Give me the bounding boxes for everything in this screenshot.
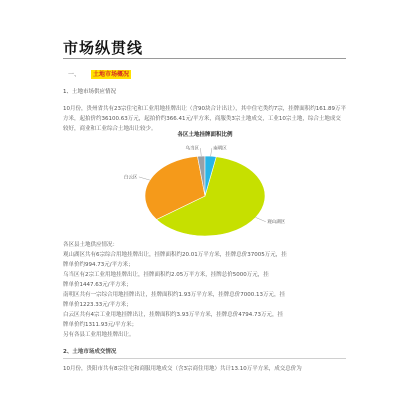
note-line: 观山湖区共有6宗综合用地挂牌出让，挂牌面积约20.01万平方米，挂牌总价37005万元，挂 xyxy=(63,252,287,258)
section-divider xyxy=(63,358,346,359)
supply-paragraph: 10月份，贵州省共有23宗住宅和工业用地挂牌出让（含90块合计出让），其中住宅类约7宗，挂牌面积约161.89万平方米，起拍价约36100.63万元，起拍价约366.41元/平方米，商服类3宗土地成交，工业10宗土地，综合土地成交较好，商业和工业综合土地出让较少。 xyxy=(63,106,346,132)
title-divider xyxy=(63,58,346,59)
note-line: 各区县土地供应情况： xyxy=(63,242,119,248)
transaction-paragraph: 10月份，贵阳市共有8宗住宅和商服用地成交（含3宗商住用地）共计13.10万平方米，成交总价为 xyxy=(63,366,302,372)
note-line: 牌单价1447.63元/平方米； xyxy=(63,282,132,288)
note-line: 乌当区有2宗工业用地挂牌出让，挂牌面积约2.05万平方米，挂牌总价5000万元，挂 xyxy=(63,272,269,278)
note-line: 牌单价约994.73元/平方米； xyxy=(63,262,134,268)
note-line: 另有各县工业用地挂牌出让。 xyxy=(63,332,135,338)
section-heading-2: 2、土地市场成交情况 xyxy=(63,349,117,355)
subsection-heading: 1、土地市场供应情况 xyxy=(63,89,116,95)
leader-line xyxy=(211,148,212,156)
note-line: 牌单价约1311.93元/平方米； xyxy=(63,322,138,328)
section-heading-1 xyxy=(68,69,131,78)
pie-label: 观山湖区 xyxy=(267,220,286,226)
page-title: 市场纵贯线 xyxy=(63,39,144,57)
pie-chart xyxy=(100,124,310,239)
pie-label: 南明区 xyxy=(213,146,227,152)
section-number: 一、 xyxy=(68,71,81,78)
leader-line xyxy=(256,217,266,221)
district-notes xyxy=(63,240,346,340)
section-highlight: 土地市场概况 xyxy=(92,71,129,78)
leader-line xyxy=(200,148,201,156)
note-line: 牌单价1223.33元/平方米； xyxy=(63,302,132,308)
pie-slices xyxy=(145,156,265,236)
pie-label: 乌当区 xyxy=(185,146,199,152)
note-line: 南明区共有一宗综合用地挂牌出让，挂牌面积约1.93万平方米，挂牌总价7000.13万元，挂 xyxy=(63,292,285,298)
note-line: 白云区共有4宗工业用地挂牌出让，挂牌面积约3.93万平方米，挂牌总价4794.73万元，挂 xyxy=(63,312,283,318)
leader-line xyxy=(139,177,150,180)
chart-title: 各区土地挂牌面积比例 xyxy=(177,132,233,138)
pie-label: 白云区 xyxy=(123,175,138,181)
